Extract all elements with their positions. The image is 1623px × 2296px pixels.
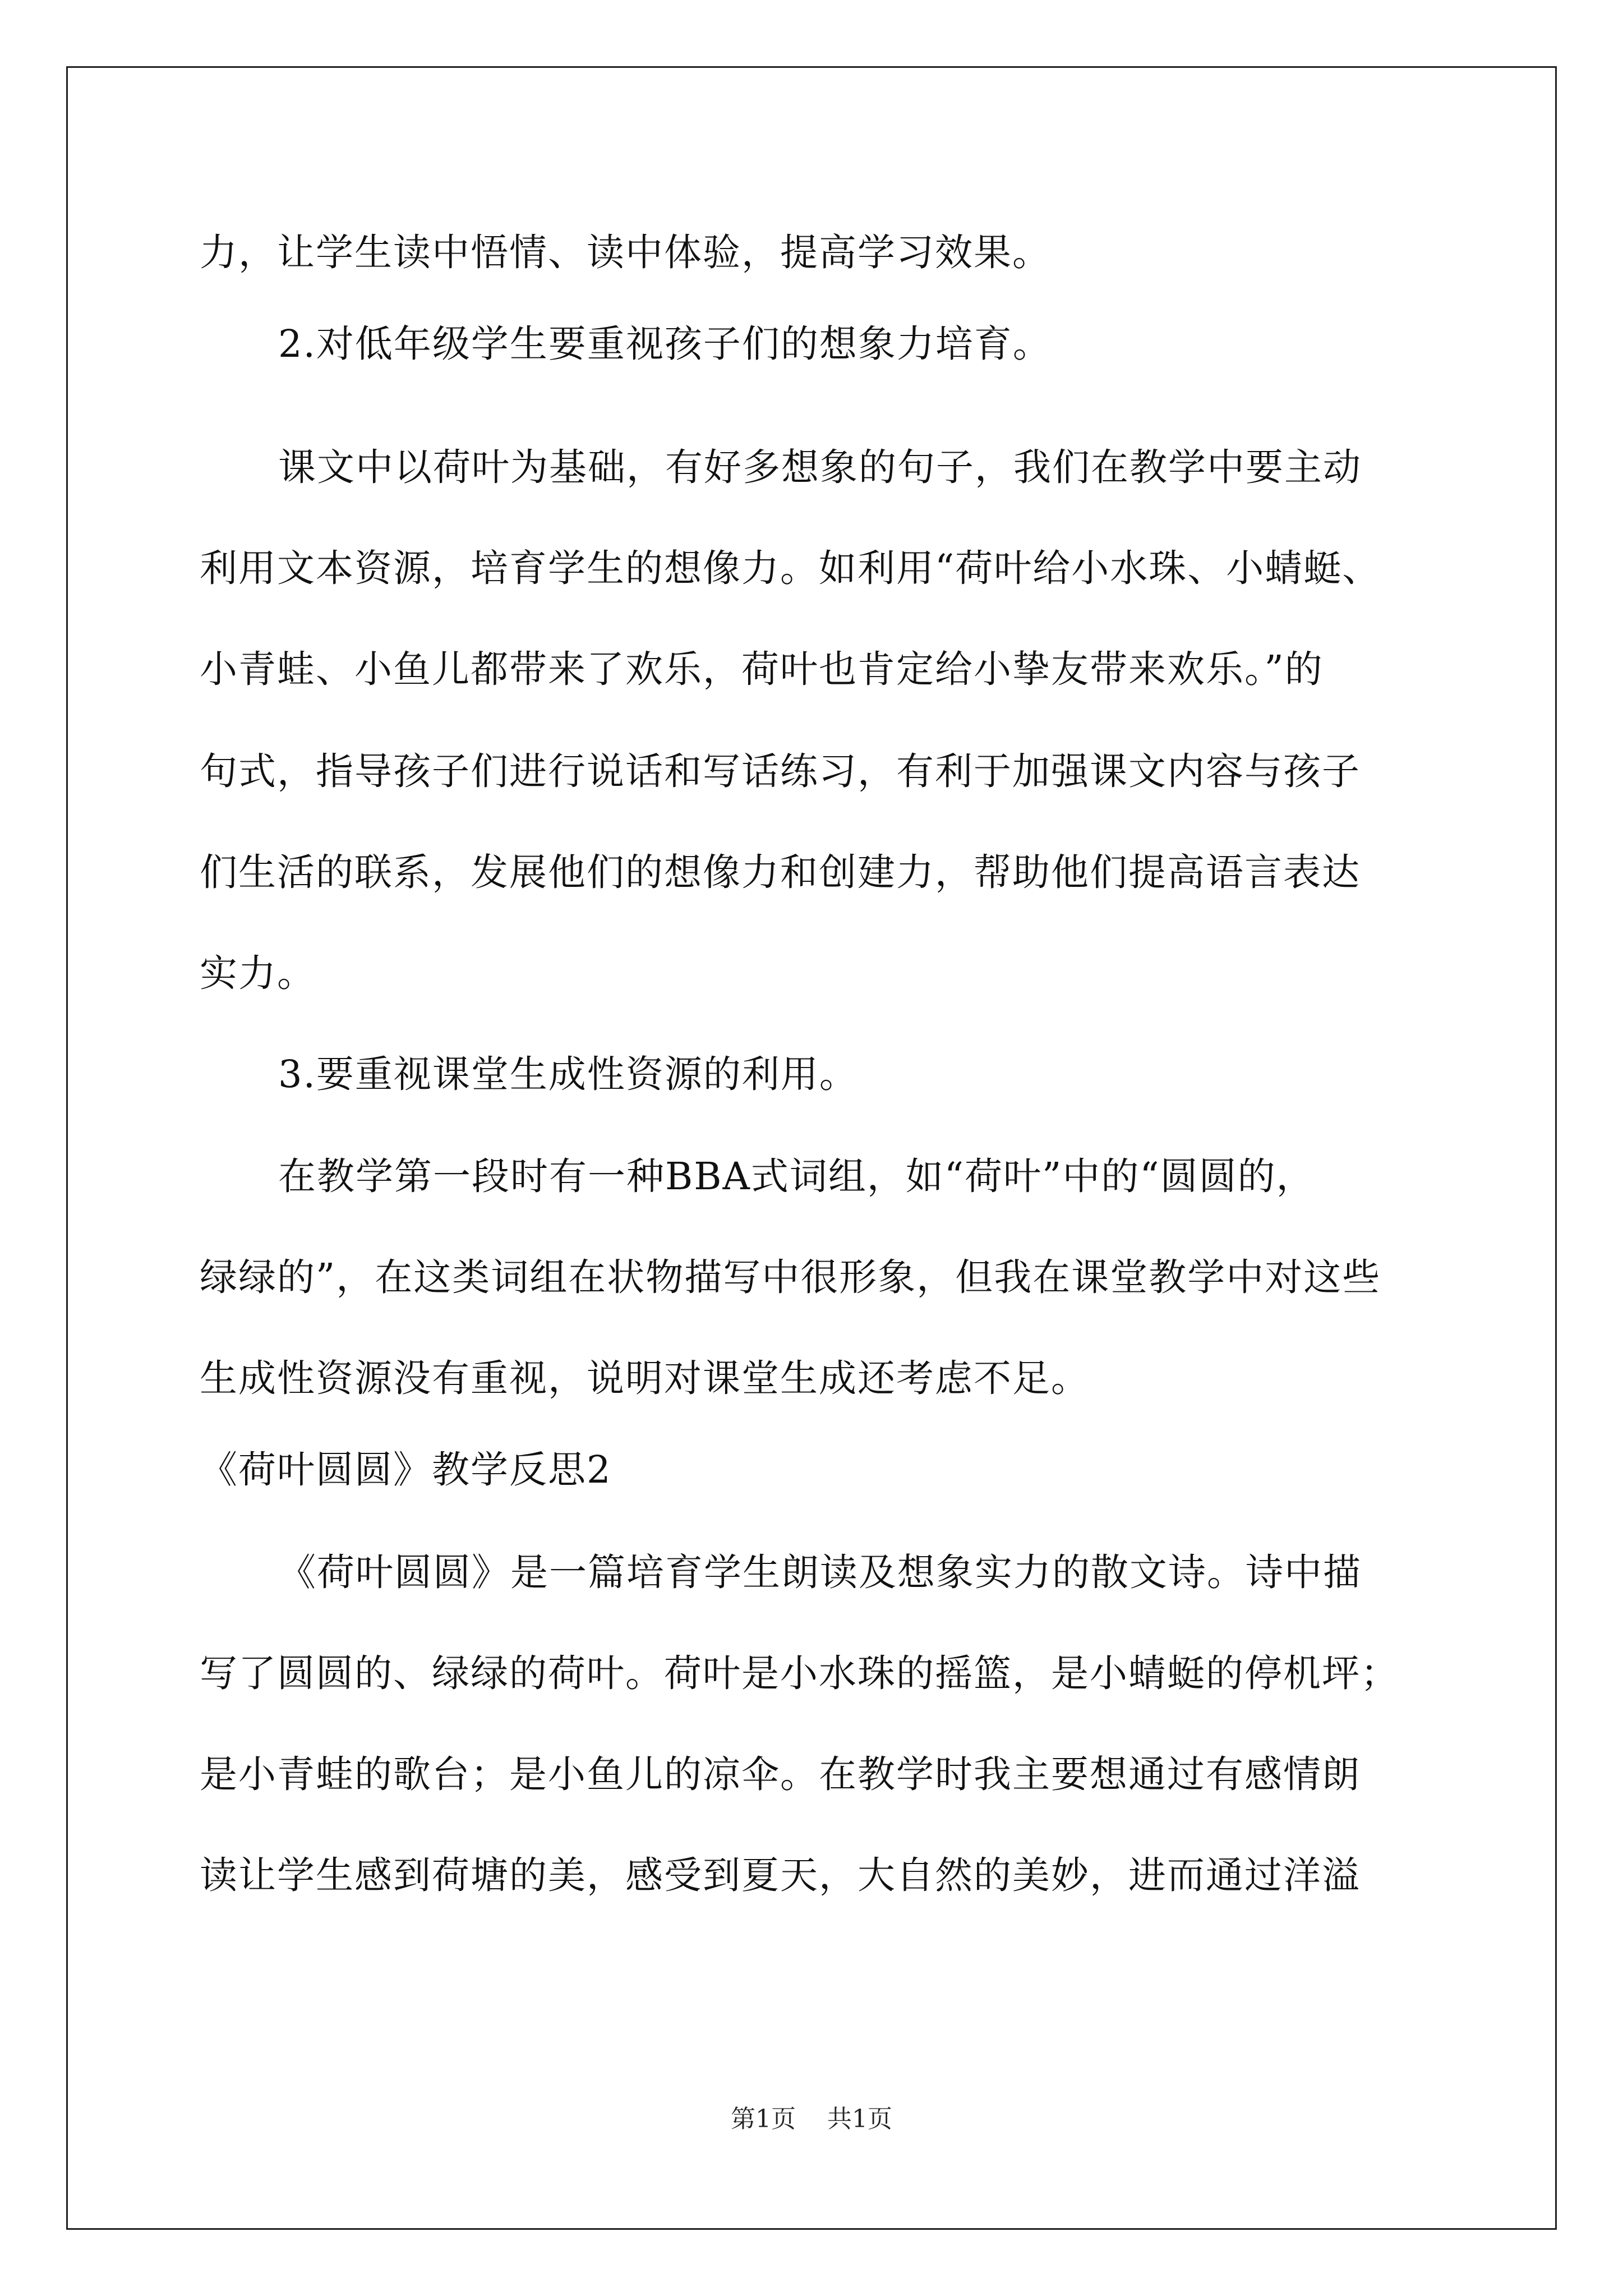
paragraph-line: 利用文本资源，培育学生的想像力。如利用“荷叶给小水珠、小蜻蜓、 bbox=[200, 546, 1381, 590]
paragraph-line: 是小青蛙的歌台；是小鱼儿的凉伞。在教学时我主要想通过有感情朗 bbox=[200, 1752, 1361, 1796]
paragraph-line: 生成性资源没有重视，说明对课堂生成还考虑不足。 bbox=[200, 1356, 1090, 1400]
paragraph-line: 《荷叶圆圆》是一篇培育学生朗读及想象实力的散文诗。诗中描 bbox=[278, 1550, 1362, 1594]
paragraph-line: 力，让学生读中悟情、读中体验，提高学习效果。 bbox=[200, 231, 1051, 274]
paragraph-line: 课文中以荷叶为基础，有好多想象的句子，我们在教学中要主动 bbox=[278, 445, 1362, 489]
page-number: 第1页 bbox=[731, 2105, 796, 2133]
paragraph-line: 实力。 bbox=[200, 951, 316, 995]
page-footer bbox=[0, 2105, 1623, 2134]
section-heading: 《荷叶圆圆》教学反思2 bbox=[200, 1448, 612, 1492]
paragraph-line: 小青蛙、小鱼儿都带来了欢乐，荷叶也肯定给小挚友带来欢乐。”的 bbox=[200, 647, 1324, 691]
paragraph-line: 句式，指导孩子们进行说话和写话练习，有利于加强课文内容与孩子 bbox=[200, 749, 1361, 793]
paragraph-line: 绿绿的”，在这类词组在状物描写中很形象，但我在课堂教学中对这些 bbox=[200, 1255, 1381, 1299]
paragraph-line: 在教学第一段时有一种BBA式词组，如“荷叶”中的“圆圆的， bbox=[278, 1154, 1315, 1198]
paragraph-line: 读让学生感到荷塘的美，感受到夏天，大自然的美妙，进而通过洋溢 bbox=[200, 1853, 1361, 1897]
paragraph-line: 3.要重视课堂生成性资源的利用。 bbox=[278, 1052, 858, 1096]
paragraph-line: 们生活的联系，发展他们的想像力和创建力，帮助他们提高语言表达 bbox=[200, 850, 1361, 894]
page-frame bbox=[66, 66, 1557, 2230]
paragraph-line: 2.对低年级学生要重视孩子们的想象力培育。 bbox=[278, 322, 1052, 366]
paragraph-line: 写了圆圆的、绿绿的荷叶。荷叶是小水珠的摇篮，是小蜻蜓的停机坪； bbox=[200, 1651, 1399, 1695]
page-total: 共1页 bbox=[827, 2105, 892, 2133]
